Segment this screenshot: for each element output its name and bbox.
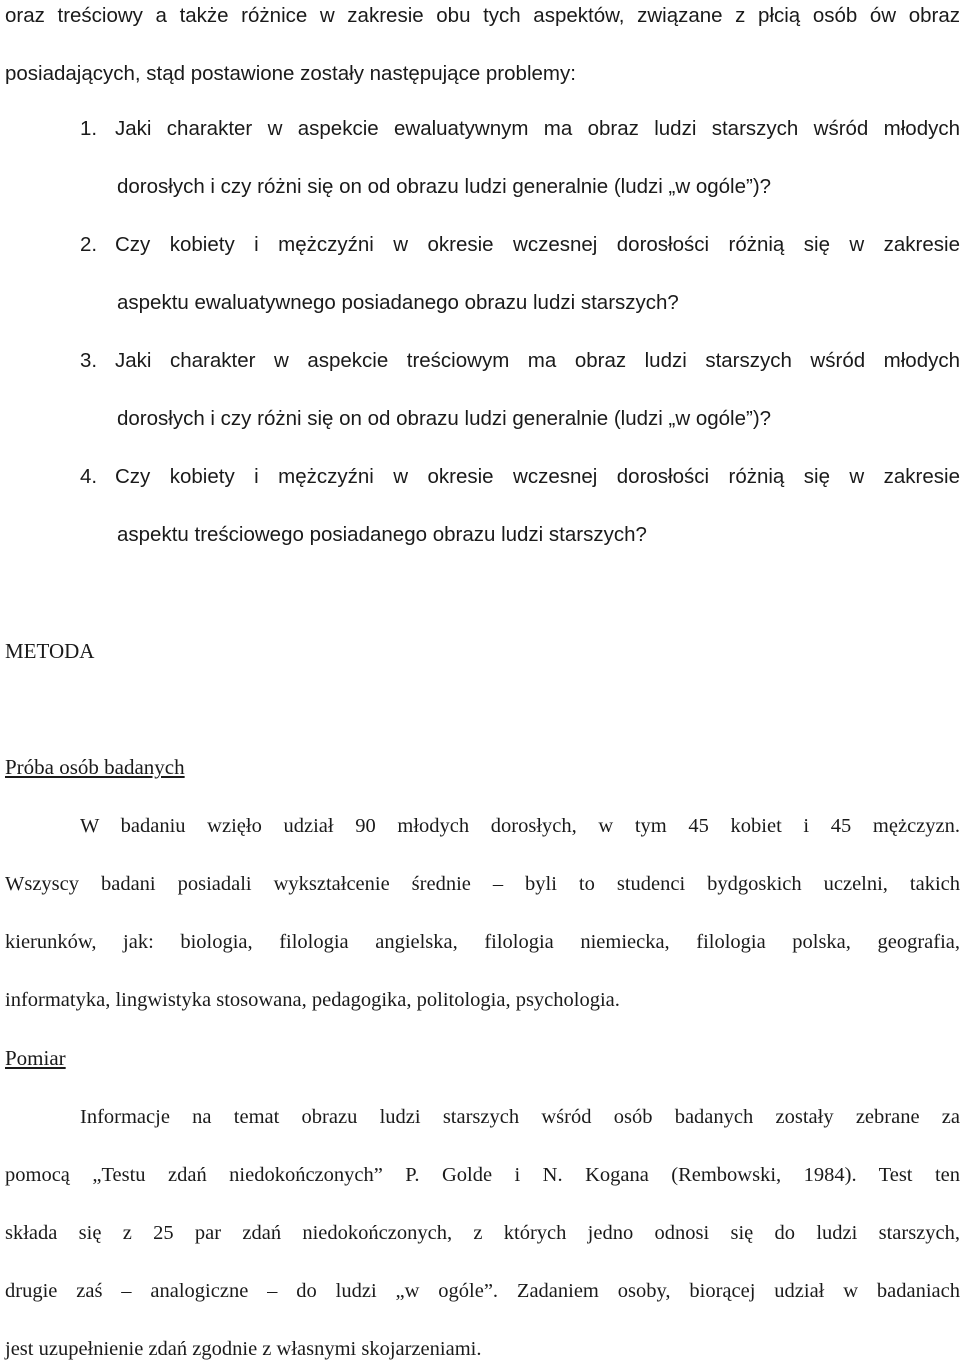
problem-4-line-2: aspektu treściowego posiadanego obrazu ludzi starszych? bbox=[117, 523, 647, 546]
problem-3-line-1 bbox=[80, 347, 960, 375]
sample-line-2: Wszyscy badani posiadali wykształcenie średnie – byli to studenci bydgoskich uczelni, takich bbox=[5, 873, 960, 895]
problem-1-line-2: dorosłych i czy różni się on od obrazu ludzi generalnie (ludzi „w ogóle”)? bbox=[117, 175, 772, 198]
problem-1-text: Jaki charakter w aspekcie ewaluatywnym ma obraz ludzi starszych wśród młodych bbox=[115, 117, 960, 140]
sample-line-3: kierunków, jak: biologia, filologia angielska, filologia niemiecka, filologia polska, geografia, bbox=[5, 931, 960, 953]
measure-line-3: składa się z 25 par zdań niedokończonych, z których jedno odnosi się do ludzi starszych, bbox=[5, 1222, 960, 1244]
problem-2-line-2: aspektu ewaluatywnego posiadanego obrazu ludzi starszych? bbox=[117, 291, 679, 314]
sample-heading-text: Próba osób badanych bbox=[5, 755, 185, 779]
problem-2-text: Czy kobiety i mężczyźni w okresie wczesnej dorosłości różnią się w zakresie bbox=[115, 233, 960, 256]
intro-line-1: oraz treściowy a także różnice w zakresie obu tych aspektów, związane z płcią osób ów obraz bbox=[5, 4, 960, 27]
measure-line-4: drugie zaś – analogiczne – do ludzi „w ogóle”. Zadaniem osoby, biorącej udział w badaniach bbox=[5, 1280, 960, 1302]
measure-line-1: Informacje na temat obrazu ludzi starszych wśród osób badanych zostały zebrane za bbox=[80, 1106, 960, 1128]
measure-heading bbox=[5, 1044, 960, 1072]
problem-3-number: 3. bbox=[80, 349, 98, 372]
sample-line-4: informatyka, lingwistyka stosowana, pedagogika, politologia, psychologia. bbox=[5, 989, 620, 1011]
measure-line-5: jest uzupełnienie zdań zgodnie z własnymi skojarzeniami. bbox=[5, 1338, 482, 1360]
problem-2-line-1 bbox=[80, 231, 960, 259]
problem-2-number: 2. bbox=[80, 233, 98, 256]
method-heading: METODA bbox=[5, 639, 95, 663]
problem-1-line-1 bbox=[80, 115, 960, 143]
problem-1-number: 1. bbox=[80, 117, 98, 140]
measure-heading-text: Pomiar bbox=[5, 1046, 66, 1070]
problem-3-text: Jaki charakter w aspekcie treściowym ma obraz ludzi starszych wśród młodych bbox=[115, 349, 960, 372]
intro-line-2: posiadających, stąd postawione zostały następujące problemy: bbox=[5, 62, 576, 85]
problem-4-number: 4. bbox=[80, 465, 98, 488]
sample-line-1: W badaniu wzięło udział 90 młodych dorosłych, w tym 45 kobiet i 45 mężczyzn. bbox=[80, 815, 960, 837]
sample-heading bbox=[5, 753, 960, 781]
measure-line-2: pomocą „Testu zdań niedokończonych” P. Golde i N. Kogana (Rembowski, 1984). Test ten bbox=[5, 1164, 960, 1186]
problem-3-line-2: dorosłych i czy różni się on od obrazu ludzi generalnie (ludzi „w ogóle”)? bbox=[117, 407, 772, 430]
problem-4-line-1 bbox=[80, 463, 960, 491]
problem-4-text: Czy kobiety i mężczyźni w okresie wczesnej dorosłości różnią się w zakresie bbox=[115, 465, 960, 488]
